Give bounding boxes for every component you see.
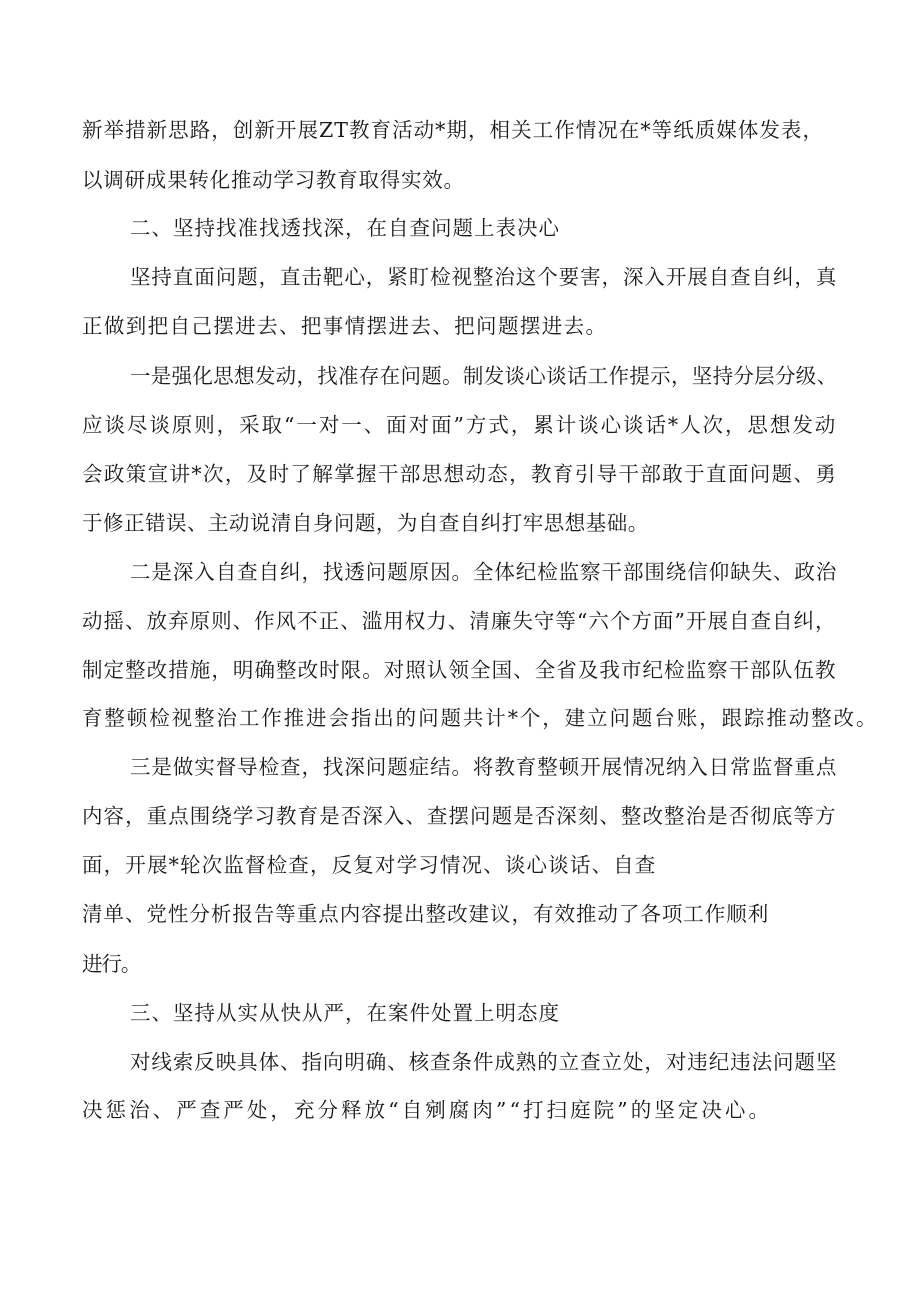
paragraph-6-line-1: 三是做实督导检查，找深问题症结。将教育整顿开展情况纳入日常监督重点 <box>130 755 838 779</box>
paragraph-5-line-2: 动摇、放弃原则、作风不正、滥用权力、清廉失守等“六个方面”开展自查自纠， <box>82 609 837 633</box>
paragraph-6-line-3: 面，开展*轮次监督检查，反复对学习情况、谈心谈话、自查 <box>82 853 657 877</box>
paragraph-6-line-4: 清单、党性分析报告等重点内容提出整改建议，有效推动了各项工作顺利 <box>82 902 770 926</box>
paragraph-8-line-2: 决惩治、严查严处，充分释放“自剜腐肉”“打扫庭院”的坚定决心。 <box>82 1098 773 1122</box>
paragraph-6-line-2: 内容，重点围绕学习教育是否深入、查摆问题是否深刻、整改整治是否彻底等方 <box>82 804 837 828</box>
paragraph-8-line-1: 对线索反映具体、指向明确、核查条件成熟的立查立处，对违纪违法问题坚 <box>130 1050 838 1074</box>
paragraph-1-line-1: 新举措新思路，创新开展ZT教育活动*期，相关工作情况在*等纸质媒体发表， <box>82 118 825 142</box>
paragraph-6-line-5: 进行。 <box>82 952 141 976</box>
paragraph-4-line-3: 会政策宣讲*次，及时了解掌握干部思想动态，教育引导干部敢于直面问题、勇 <box>82 462 838 486</box>
paragraph-5-line-1: 二是深入自查自纠，找透问题原因。全体纪检监察干部围绕信仰缺失、政治 <box>130 560 838 584</box>
paragraph-5-line-3: 制定整改措施，明确整改时限。对照认领全国、全省及我市纪检监察干部队伍教 <box>82 658 837 682</box>
paragraph-3-line-2: 正做到把自己摆进去、把事情摆进去、把问题摆进去。 <box>82 314 608 338</box>
paragraph-4-line-1: 一是强化思想发动，找准存在问题。制发谈心谈话工作提示，坚持分层分级、 <box>130 364 838 388</box>
paragraph-1-line-2: 以调研成果转化推动学习教育取得实效。 <box>82 168 465 192</box>
paragraph-4-line-4: 于修正错误、主动说清自身问题，为自查自纠打牢思想基础。 <box>82 511 649 535</box>
paragraph-2-line-1: 二、坚持找准找透找深，在自查问题上表决心 <box>130 216 560 240</box>
paragraph-7-line-1: 三、坚持从实从快从严，在案件处置上明态度 <box>130 1001 560 1025</box>
paragraph-5-line-4: 育整顿检视整治工作推进会指出的问题共计*个，建立问题台账，跟踪推动整改。 <box>82 706 879 730</box>
paragraph-4-line-2: 应谈尽谈原则，采取“一对一、面对面”方式，累计谈心谈话*人次，思想发动 <box>82 413 838 437</box>
paragraph-3-line-1: 坚持直面问题，直击靶心，紧盯检视整治这个要害，深入开展自查自纠，真 <box>130 265 838 289</box>
